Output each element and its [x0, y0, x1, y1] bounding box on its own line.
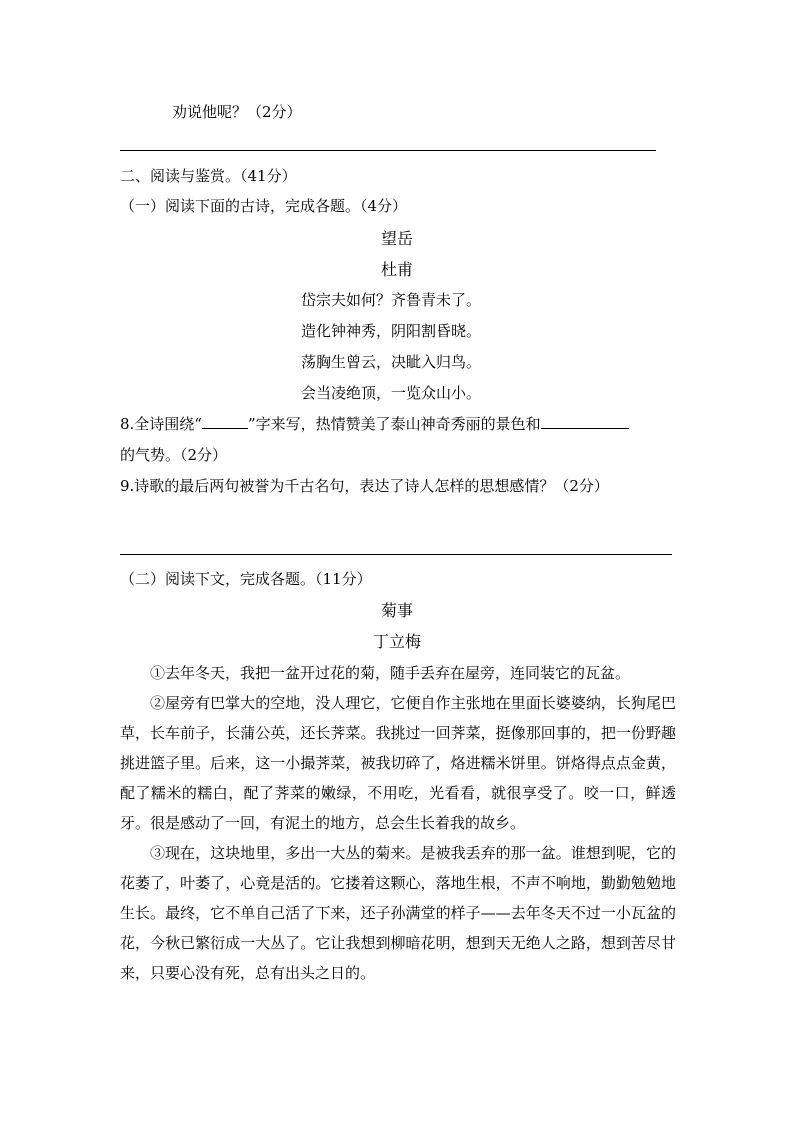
q8-text-middle: ”字来写，热情赞美了泰山神奇秀丽的景色和: [247, 415, 541, 433]
answer-line-q9: [120, 554, 672, 555]
article-paragraph-1: ①去年冬天，我把一盆开过花的菊，随手丢弃在屋旁，连同装它的瓦盆。: [150, 664, 631, 682]
answer-line-q7: [120, 150, 656, 151]
q8-blank-2[interactable]: [541, 414, 629, 429]
poem-line-2: 造化钟神秀，阴阳割昏晓。: [301, 322, 482, 340]
question-8: [120, 414, 629, 434]
article-paragraph-3: ③现在，这块地里，多出一大丛的菊来。是被我丢弃的那一盆。谁想到呢，它的花萎了，叶萎了，心竟是活的。它搂着这颗心，落地生根，不声不响地，勤勤勉勉地生长。最终，它不单自己活了下来，还子孙满堂的样子——去年冬天不过一小瓦盆的花，今秋已繁衍成一大丛了。它让我想到柳暗花明，想到天无绝人之路，想到苦尽甘来，只要心没有死，总有出头之日的。: [120, 844, 676, 982]
poem-line-4: 会当凌绝顶，一览众山小。: [301, 384, 482, 402]
part2-heading: （二）阅读下文，完成各题。（11分）: [120, 570, 372, 588]
article-body: [120, 658, 676, 988]
q8-blank-1[interactable]: [202, 414, 248, 429]
part1-heading: （一）阅读下面的古诗，完成各题。（4分）: [120, 197, 408, 215]
section-heading: 二、阅读与鉴赏。（41分）: [120, 167, 297, 185]
article-author: 丁立梅: [372, 632, 421, 651]
poem-author: 杜甫: [380, 260, 413, 279]
question-9: 9.诗歌的最后两句被誉为千古名句，表达了诗人怎样的思想感情？（2分）: [120, 477, 609, 495]
q8-text-start: 8.全诗围绕“: [120, 415, 202, 433]
article-title: 菊事: [380, 601, 413, 620]
poem-line-1: 岱宗夫如何？齐鲁青未了。: [301, 291, 482, 309]
question-8-tail: 的气势。（2分）: [120, 446, 228, 464]
poem-line-3: 荡胸生曾云，决眦入归鸟。: [301, 353, 482, 371]
poem-title: 望岳: [380, 229, 413, 248]
article-paragraph-2: ②屋旁有巴掌大的空地，没人理它，它便自作主张地在里面长婆婆纳，长狗尾巴草，长车前子，长蒲公英，还长荠菜。我挑过一回荠菜，挺像那回事的，把一份野趣挑进篮子里。后来，这一小撮荠菜，被我切碎了，烙进糯米饼里。饼烙得点点金黄，配了糯米的糯白，配了荠菜的嫩绿，不用吃，光看看，就很享受了。咬一口，鲜透牙。很是感动了一回，有泥土的地方，总会生长着我的故乡。: [120, 694, 676, 832]
q7-continuation: 劝说他呢？（2分）: [172, 103, 302, 121]
